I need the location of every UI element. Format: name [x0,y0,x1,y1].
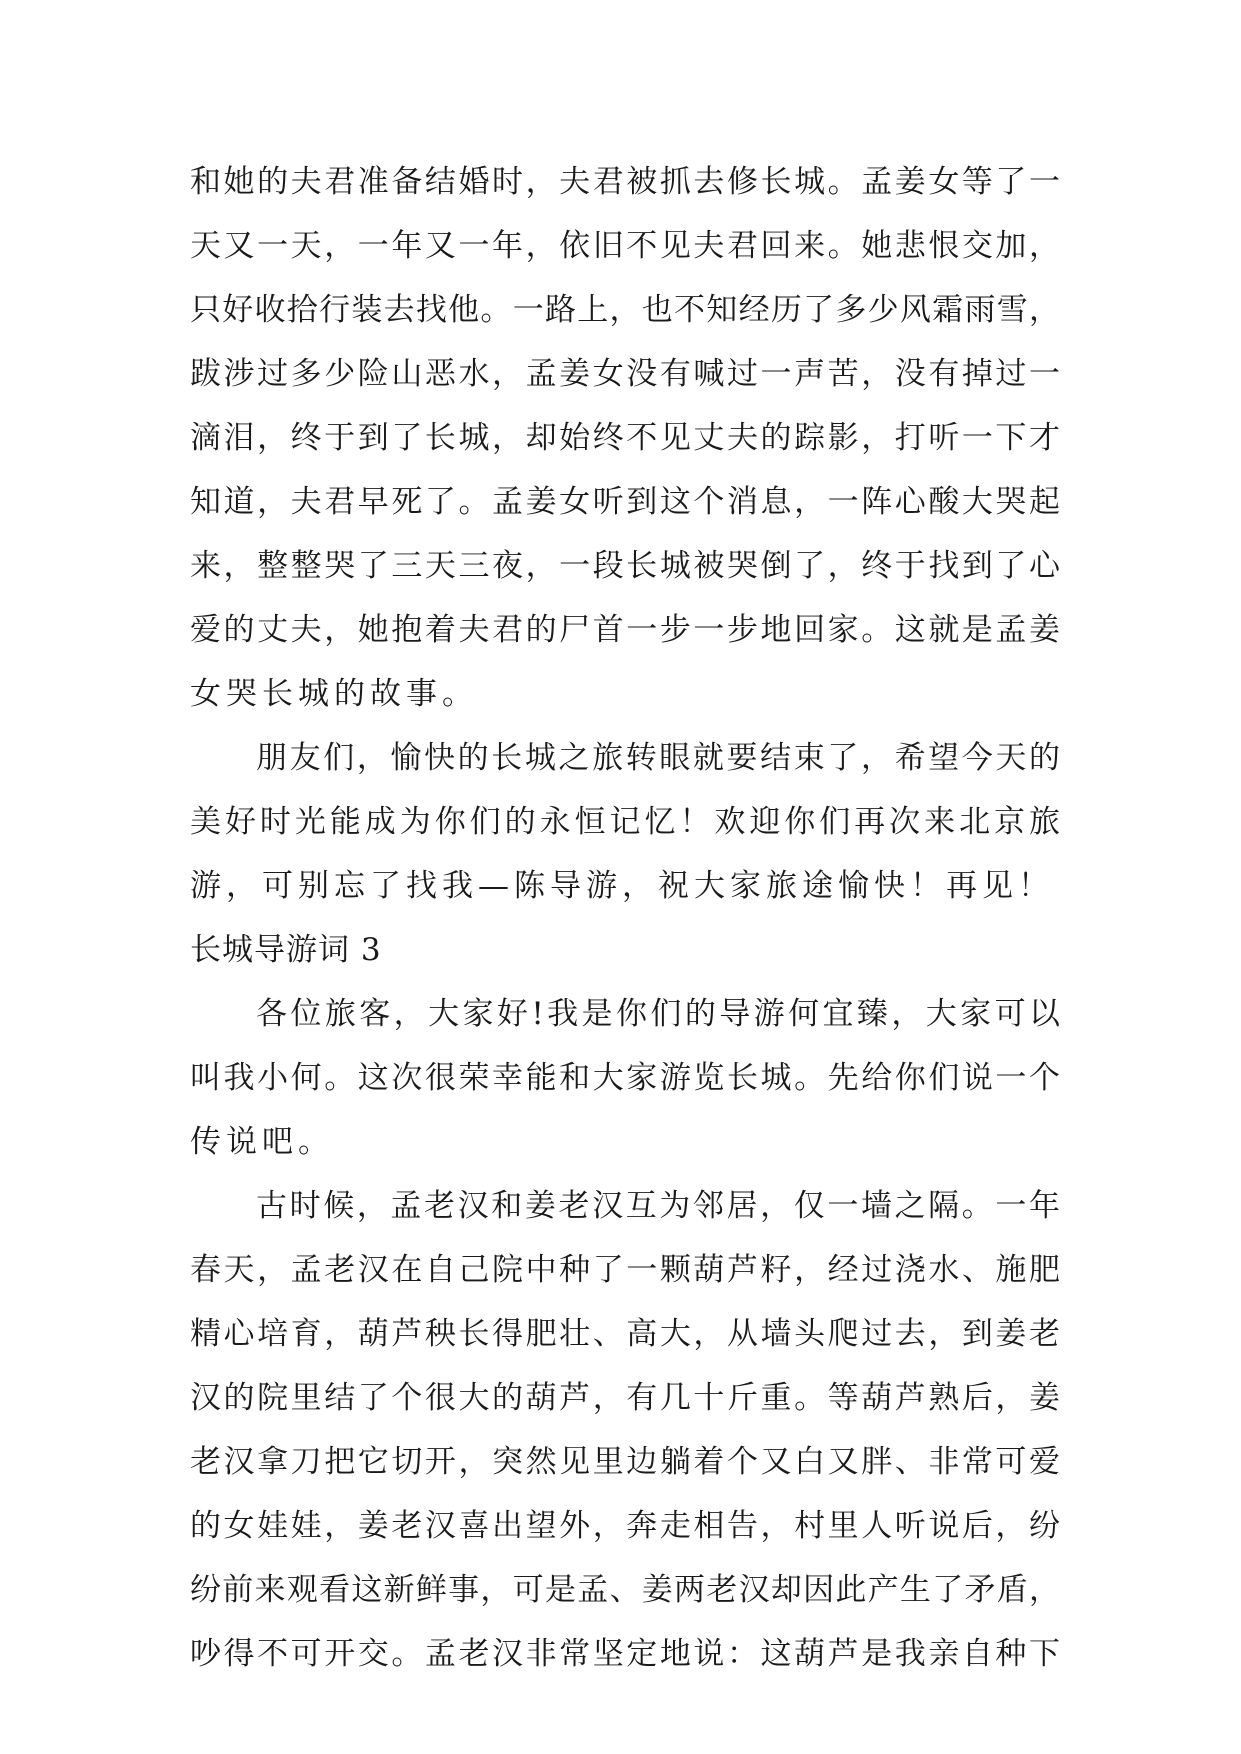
text-line: 精心培育，葫芦秧长得肥壮、高大，从墙头爬过去，到姜老 [190,1316,1060,1352]
text-line: 滴泪，终于到了长城，却始终不见丈夫的踪影，打听一下才 [190,420,1060,456]
text-line: 春天，孟老汉在自己院中种了一颗葫芦籽，经过浇水、施肥 [190,1252,1060,1288]
text-line: 汉的院里结了个很大的葫芦，有几十斤重。等葫芦熟后，姜 [190,1380,1060,1416]
text-line: 只好收拾行装去找他。一路上，也不知经历了多少风霜雨雪， [190,292,1060,328]
text-line: 游，可别忘了找我—陈导游，祝大家旅途愉快！再见！ [190,868,1054,904]
document-page [190,150,1060,1686]
text-line: 来，整整哭了三天三夜，一段长城被哭倒了，终于找到了心 [190,548,1060,584]
text-line: 叫我小何。这次很荣幸能和大家游览长城。先给你们说一个 [190,1060,1060,1096]
text-line: 女哭长城的故事。 [190,676,478,712]
text-line: 和她的夫君准备结婚时，夫君被抓去修长城。孟姜女等了一 [190,164,1060,200]
text-line: 爱的丈夫，她抱着夫君的尸首一步一步地回家。这就是孟姜 [190,612,1060,648]
text-line: 天又一天，一年又一年，依旧不见夫君回来。她悲恨交加， [190,228,1060,264]
text-line: 美好时光能成为你们的永恒记忆！欢迎你们再次来北京旅 [190,804,1060,840]
text-line: 吵得不可开交。孟老汉非常坚定地说：这葫芦是我亲自种下 [190,1636,1060,1672]
text-line: 传说吧。 [190,1124,334,1160]
paragraph-first-line: 朋友们，愉快的长城之旅转眼就要结束了，希望今天的 [256,740,1060,776]
text-line: 知道，夫君早死了。孟姜女听到这个消息，一阵心酸大哭起 [190,484,1060,520]
section-heading: 长城导游词 3 [190,932,382,968]
paragraph-first-line: 各位旅客，大家好!我是你们的导游何宜臻，大家可以 [256,996,1060,1032]
text-line: 老汉拿刀把它切开，突然见里边躺着个又白又胖、非常可爱 [190,1444,1060,1480]
paragraph-first-line: 古时候，孟老汉和姜老汉互为邻居，仅一墙之隔。一年 [256,1188,1060,1224]
text-line: 的女娃娃，姜老汉喜出望外，奔走相告，村里人听说后，纷 [190,1508,1060,1544]
text-line: 纷前来观看这新鲜事，可是孟、姜两老汉却因此产生了矛盾， [190,1572,1060,1608]
text-line: 跋涉过多少险山恶水，孟姜女没有喊过一声苦，没有掉过一 [190,356,1060,392]
